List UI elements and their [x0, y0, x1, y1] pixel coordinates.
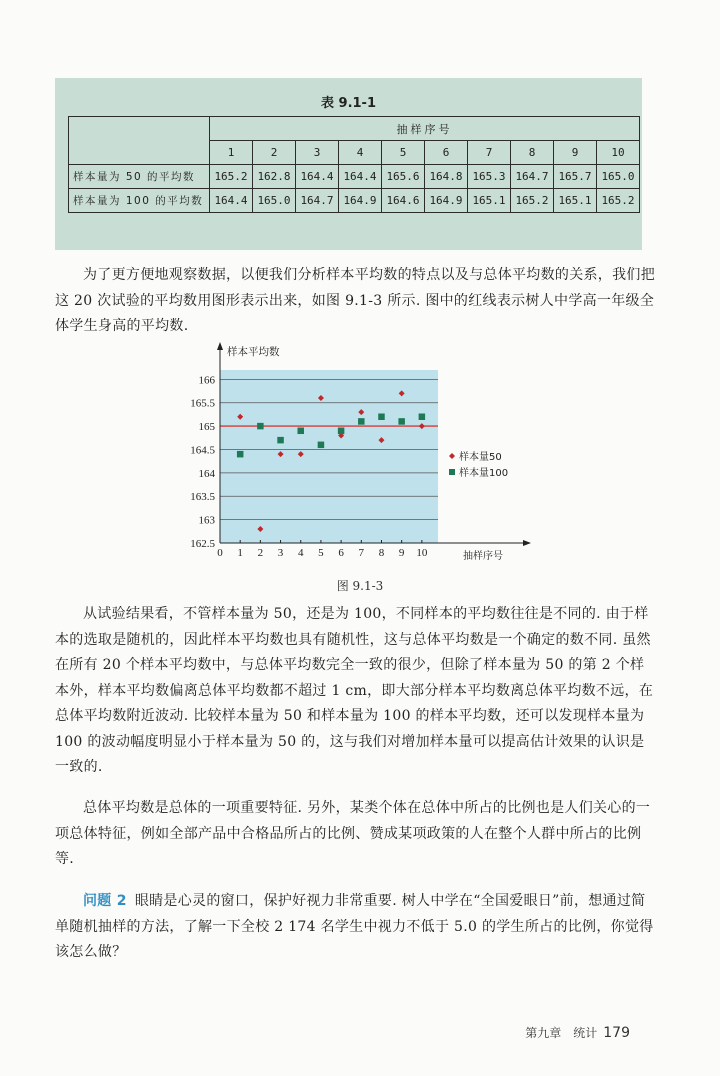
- y-tick-label: 164: [198, 467, 215, 480]
- data-point-sample100: [358, 418, 365, 425]
- column-header: 4: [339, 141, 382, 165]
- question-2: [55, 889, 655, 966]
- y-tick-label: 163: [198, 514, 215, 527]
- x-tick-label: 3: [277, 547, 284, 559]
- y-axis-label: 样本平均数: [227, 346, 280, 358]
- chart: [185, 340, 555, 572]
- data-point-sample100: [297, 428, 304, 435]
- y-tick-label: 165: [198, 421, 215, 434]
- table-cell: 165.1: [554, 189, 597, 213]
- x-tick-label: 10: [416, 547, 428, 559]
- table-cell: 164.7: [296, 189, 339, 213]
- column-header: 2: [253, 141, 296, 165]
- table-cell: 164.4: [339, 165, 382, 189]
- data-point-sample100: [398, 418, 405, 425]
- table-cell: 164.9: [425, 189, 468, 213]
- table-cell: 164.9: [339, 189, 382, 213]
- legend-label-sample100: 样本量100: [459, 468, 509, 479]
- table-cell: 162.8: [253, 165, 296, 189]
- table-cell: 165.7: [554, 165, 597, 189]
- y-tick-label: 165.5: [190, 397, 215, 410]
- question-label: 问题 2: [83, 893, 127, 909]
- x-tick-label: 7: [358, 547, 365, 559]
- page-footer: [525, 1024, 630, 1041]
- x-axis-arrow: [523, 540, 531, 546]
- x-axis-label: 抽样序号: [463, 551, 503, 562]
- table-cell: 164.7: [511, 165, 554, 189]
- data-point-sample100: [378, 414, 385, 421]
- data-point-sample100: [257, 423, 264, 430]
- row-label: 样本量为 100 的平均数: [69, 189, 210, 213]
- y-tick-label: 164.5: [190, 444, 215, 457]
- plot-background: [220, 370, 438, 543]
- paragraph-2: 从试验结果看，不管样本量为 50，还是为 100，不同样本的平均数往往是不同的. 由于样本的选取是随机的，因此样本平均数也具有随机性，这与总体平均数是一个确定的数不同. 虽然在所有 20 个样本平均数中，与总体平均数完全一致的很少，但除了样本量为 50 的第 2 个样本外，样本平均数偏离总体平均数都不超过 1 cm，即大部分样本平均数离总体平均数不远，在总体平均数附近波动. 比较样本量为 50 和样本量为 100 的样本平均数，还可以发现样本量为 100 的波动幅度明显小于样本量为 50 的，这与我们对增加样本量可以提高估计效果的认识是一致的.: [55, 606, 654, 775]
- table-title: 表 9.1-1: [321, 96, 376, 111]
- legend-marker-sample50: [449, 453, 455, 459]
- y-tick-label: 166: [198, 374, 215, 387]
- table-cell: 164.4: [210, 189, 253, 213]
- question-text: 眼睛是心灵的窗口，保护好视力非常重要. 树人中学在“全国爱眼日”前，想通过简单随机抽样的方法，了解一下全校 2 174 名学生中视力不低于 5.0 的学生所占的比例，你觉得该怎么做？: [55, 893, 654, 960]
- data-point-sample100: [318, 442, 325, 449]
- x-tick-label: 2: [257, 547, 264, 559]
- table-panel: [55, 78, 642, 250]
- data-point-sample100: [277, 437, 284, 444]
- table-cell: 164.8: [425, 165, 468, 189]
- table-cell: 165.3: [468, 165, 511, 189]
- legend-label-sample50: 样本量50: [459, 452, 502, 463]
- x-tick-label: 5: [318, 547, 324, 559]
- chapter-label: 第九章 统计: [525, 1026, 598, 1040]
- row-label: 样本量为 50 的平均数: [69, 165, 210, 189]
- table-cell: 165.6: [382, 165, 425, 189]
- x-tick-label: 1: [237, 547, 243, 559]
- table-cell: 165.1: [468, 189, 511, 213]
- table-corner-cell: [69, 117, 210, 165]
- table-cell: 164.4: [296, 165, 339, 189]
- x-tick-label: 8: [378, 547, 385, 559]
- column-header: 6: [425, 141, 468, 165]
- y-tick-label: 163.5: [190, 491, 215, 504]
- column-header: 3: [296, 141, 339, 165]
- column-header: 7: [468, 141, 511, 165]
- column-header: 5: [382, 141, 425, 165]
- chart-svg: [185, 340, 555, 572]
- table-cell: 165.2: [597, 189, 640, 213]
- legend-marker-sample100: [449, 469, 455, 475]
- x-tick-label: 4: [297, 547, 304, 559]
- x-tick-label: 6: [338, 547, 344, 559]
- table-cell: 165.0: [253, 189, 296, 213]
- table-group-header: 抽样序号: [210, 117, 640, 141]
- column-header: 10: [597, 141, 640, 165]
- paragraph-1: 为了更方便地观察数据，以便我们分析样本平均数的特点以及与总体平均数的关系，我们把这 20 次试验的平均数用图形表示出来，如图 9.1-3 所示. 图中的红线表示树人中学高一年级全体学生身高的平均数.: [55, 267, 655, 334]
- table-cell: 165.2: [210, 165, 253, 189]
- table-cell: 165.0: [597, 165, 640, 189]
- page-number: 179: [603, 1025, 630, 1041]
- data-point-sample100: [419, 414, 426, 421]
- table-cell: 164.6: [382, 189, 425, 213]
- y-tick-label: 162.5: [190, 538, 215, 550]
- column-header: 1: [210, 141, 253, 165]
- x-tick-label: 9: [398, 547, 405, 559]
- column-header: 8: [511, 141, 554, 165]
- data-point-sample100: [338, 428, 345, 435]
- paragraph-3: 总体平均数是总体的一项重要特征. 另外，某类个体在总体中所占的比例也是人们关心的一项总体特征，例如全部产品中合格品所占的比例、赞成某项政策的人在整个人群中所占的比例等.: [55, 800, 651, 867]
- table-cell: 165.2: [511, 189, 554, 213]
- column-header: 9: [554, 141, 597, 165]
- data-point-sample100: [237, 451, 244, 458]
- y-axis-arrow: [217, 342, 223, 350]
- x-tick-label: 0: [217, 547, 223, 559]
- figure-caption: 图 9.1-3: [336, 579, 384, 593]
- data-table: [68, 116, 640, 213]
